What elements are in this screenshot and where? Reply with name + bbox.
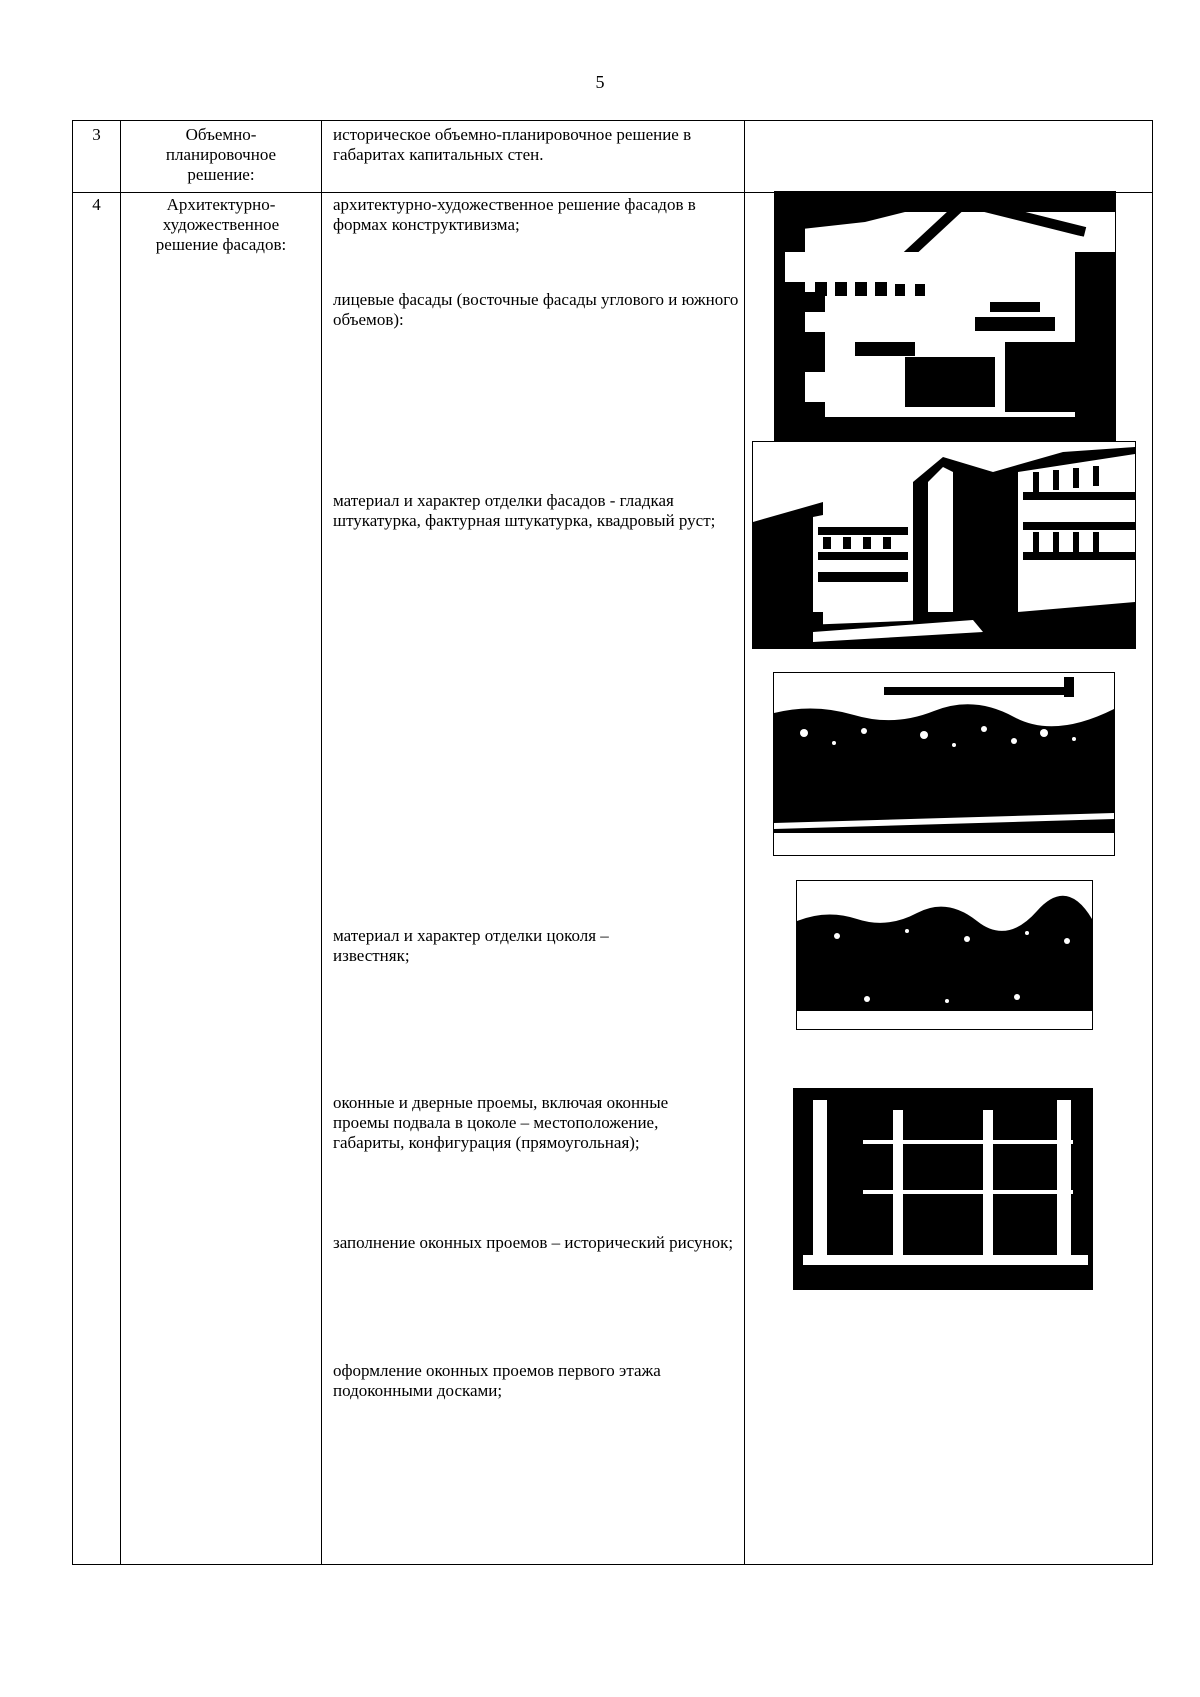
- window-opening-photo: [793, 1040, 1093, 1290]
- column-divider: [321, 120, 322, 1565]
- page-number: 5: [595, 72, 605, 92]
- row-description: архитектурно-художественное решение фасадов в формах конструктивизма;: [333, 195, 696, 234]
- row-description: материал и характер отделки цоколя – известняк;: [333, 926, 609, 965]
- row-description: оформление оконных проемов первого этажа подоконными досками;: [333, 1361, 661, 1400]
- table-border-bottom: [72, 1564, 1152, 1565]
- plinth-photo: [796, 880, 1093, 1030]
- facade-finish-photo: [773, 672, 1115, 856]
- table-border-top: [72, 120, 1152, 121]
- row-name: Объемно-планировочное решение:: [165, 125, 277, 184]
- column-divider: [744, 120, 745, 1565]
- row-number: 4: [92, 195, 101, 214]
- row-description: оконные и дверные проемы, включая оконные проемы подвала в цоколе – местоположение, габариты, конфигурация (прямоугольная);: [333, 1093, 669, 1152]
- facade-photo-perspective: [752, 441, 1136, 649]
- row-description: лицевые фасады (восточные фасады углового и южного объемов):: [333, 290, 739, 329]
- row-description: материал и характер отделки фасадов - гладкая штукатурка, фактурная штукатурка, квадровый руст;: [333, 491, 716, 530]
- row-description: заполнение оконных проемов – исторический рисунок;: [333, 1233, 734, 1252]
- row-name: Архитектурно-художественное решение фасадов:: [155, 195, 287, 254]
- row-description: историческое объемно-планировочное решение в габаритах капитальных стен.: [333, 125, 692, 164]
- table-border-right: [1152, 120, 1153, 1565]
- column-divider: [120, 120, 121, 1565]
- facade-photo-corner-volume: [774, 191, 1116, 443]
- table-border-left: [72, 120, 73, 1565]
- row-number: 3: [92, 125, 101, 144]
